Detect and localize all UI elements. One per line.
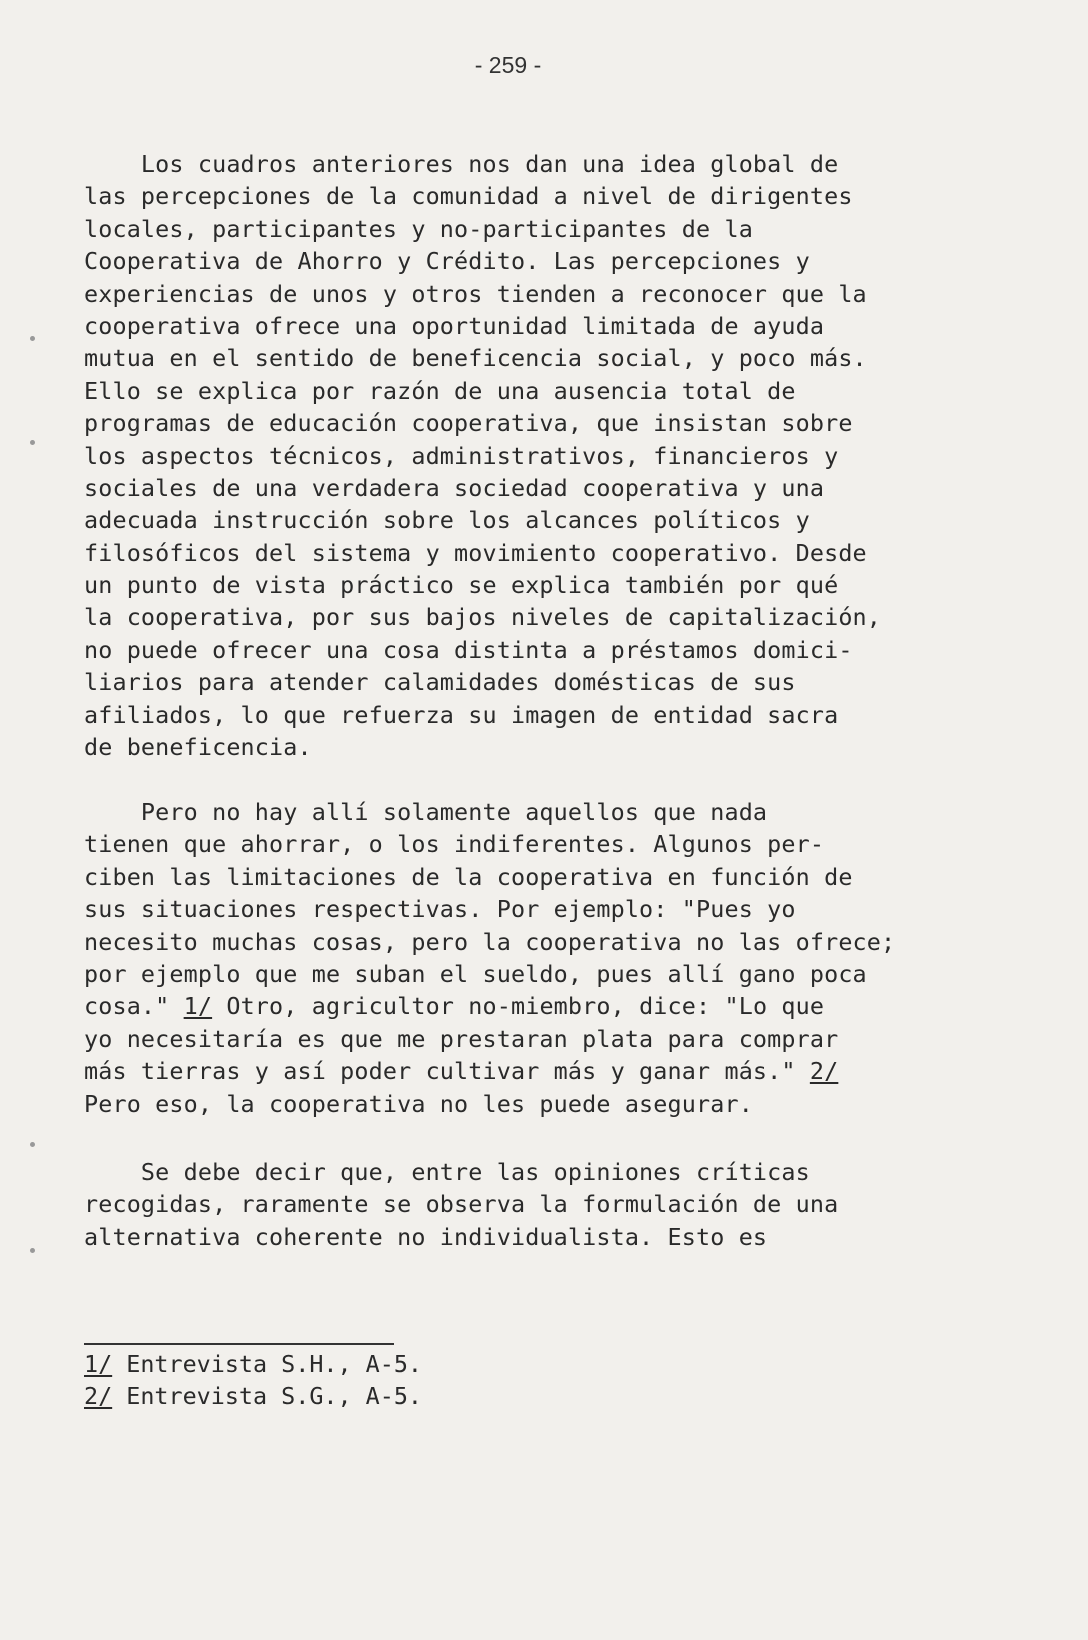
text-line: las percepciones de la comunidad a nivel de dirigentes: [84, 182, 853, 211]
footnote-2: [84, 1380, 584, 1412]
text-line: locales, participantes y no-participantes de la: [84, 214, 753, 243]
footnote-ref-2[interactable]: 2/: [809, 1057, 839, 1086]
footnote-mark-1: 1/: [84, 1350, 113, 1378]
text-line: Pero eso, la cooperativa no les puede asegurar.: [84, 1089, 753, 1118]
paragraph-3: [84, 1156, 964, 1253]
page-number: - 259 -: [474, 52, 542, 78]
text-line: Cooperativa de Ahorro y Crédito. Las percepciones y: [84, 247, 810, 276]
text-line: recogidas, raramente se observa la formulación de una: [84, 1190, 839, 1219]
text-line: de beneficencia.: [84, 733, 312, 762]
scan-speck: [30, 1248, 35, 1253]
scan-speck: [30, 336, 35, 341]
scan-speck: [30, 1142, 35, 1147]
text-line: sociales de una verdadera sociedad cooperativa y una: [84, 473, 825, 502]
text-line: Los cuadros anteriores nos dan una idea global de: [84, 150, 839, 178]
text-line-with-footnote-2: [84, 1055, 964, 1087]
footnote-ref-1[interactable]: 1/: [183, 992, 213, 1021]
footnote-text-2: Entrevista S.G., A-5.: [112, 1382, 422, 1411]
text-line: cooperativa ofrece una oportunidad limitada de ayuda: [84, 311, 825, 340]
footnotes: [84, 1348, 584, 1413]
paragraph-2: [84, 796, 964, 1120]
text-line: programas de educación cooperativa, que insistan sobre: [84, 409, 853, 438]
text-segment: más tierras y así poder cultivar más y ganar más.": [84, 1057, 810, 1086]
text-line: liarios para atender calamidades domésticas de sus: [84, 668, 796, 697]
footnote-1: [84, 1348, 584, 1380]
text-line: un punto de vista práctico se explica también por qué: [84, 571, 839, 600]
text-line-with-footnote-1: [84, 990, 964, 1022]
text-line: no puede ofrecer una cosa distinta a préstamos domici-: [84, 635, 853, 664]
text-line: yo necesitaría es que me prestaran plata para comprar: [84, 1024, 839, 1053]
text-line: filosóficos del sistema y movimiento cooperativo. Desde: [84, 538, 867, 567]
text-line: adecuada instrucción sobre los alcances políticos y: [84, 506, 810, 535]
footnote-divider: [84, 1343, 394, 1345]
text-line: alternativa coherente no individualista. Esto es: [84, 1222, 768, 1251]
text-line: Ello se explica por razón de una ausencia total de: [84, 376, 796, 405]
text-line: sus situaciones respectivas. Por ejemplo: "Pues yo: [84, 895, 796, 924]
text-line: Pero no hay allí solamente aquellos que nada: [84, 798, 768, 826]
scan-speck: [30, 440, 35, 445]
text-line: por ejemplo que me suban el sueldo, pues allí gano poca: [84, 959, 867, 988]
paragraph-1: [84, 148, 964, 763]
footnote-mark-2: 2/: [84, 1382, 113, 1411]
text-line: experiencias de unos y otros tienden a reconocer que la: [84, 279, 867, 308]
text-segment: Otro, agricultor no-miembro, dice: "Lo que: [212, 992, 825, 1021]
footnote-text-1: Entrevista S.H., A-5.: [112, 1350, 422, 1378]
text-line: la cooperativa, por sus bajos niveles de capitalización,: [84, 603, 882, 632]
text-line: los aspectos técnicos, administrativos, financieros y: [84, 441, 839, 470]
text-line: tienen que ahorrar, o los indiferentes. Algunos per-: [84, 830, 825, 859]
text-line: afiliados, lo que refuerza su imagen de entidad sacra: [84, 700, 839, 729]
text-line: mutua en el sentido de beneficencia social, y poco más.: [84, 344, 867, 373]
text-line: Se debe decir que, entre las opiniones críticas: [84, 1158, 810, 1186]
text-segment: cosa.": [84, 992, 184, 1021]
text-line: ciben las limitaciones de la cooperativa en función de: [84, 862, 853, 891]
text-line: necesito muchas cosas, pero la cooperativa no las ofrece;: [84, 927, 896, 956]
